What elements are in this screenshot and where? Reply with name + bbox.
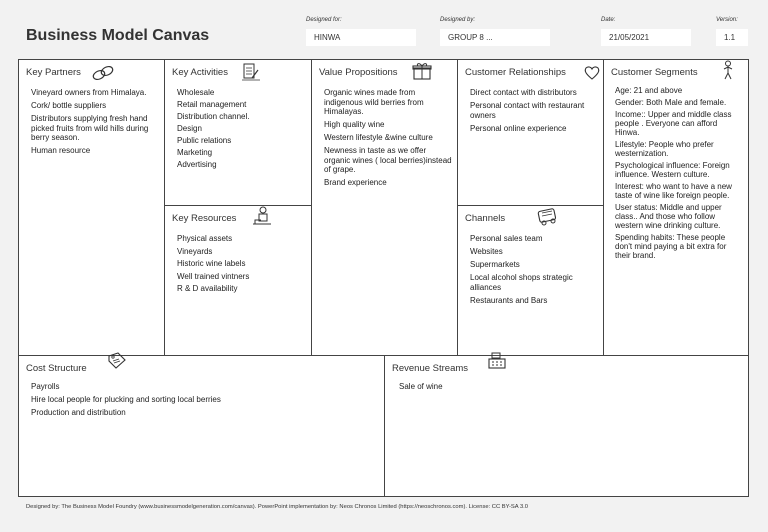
key-partners-title: Key Partners (26, 67, 81, 78)
list-item: Direct contact with distributors (470, 88, 577, 97)
cost-structure-title: Cost Structure (26, 363, 87, 374)
list-item: R & D availability (177, 284, 238, 293)
list-item: Brand experience (324, 178, 387, 187)
list-item: Vineyard owners from Himalaya. (31, 88, 147, 97)
customer-segments-block[interactable] (604, 60, 748, 356)
list-item: Western lifestyle &wine culture (324, 133, 433, 142)
list-item: Payrolls (31, 382, 60, 391)
list-item: Supermarkets (470, 260, 520, 269)
designed-by-field[interactable]: GROUP 8 ... (440, 29, 550, 46)
list-item: Distribution channel. (177, 112, 250, 121)
cost-structure-block[interactable] (19, 356, 385, 496)
designed-for-field[interactable]: HINWA (306, 29, 416, 46)
customer-segments-list (615, 86, 743, 263)
value-propositions-title: Value Propositions (319, 67, 398, 78)
key-resources-list (177, 234, 307, 297)
business-model-canvas (18, 59, 749, 497)
customer-segments-title: Customer Segments (611, 67, 698, 78)
key-activities-block[interactable] (165, 60, 312, 206)
price-tag-icon (105, 350, 129, 370)
key-resources-title: Key Resources (172, 213, 237, 224)
list-item: Income:: Upper and middle class people . Everyone can afford Hinwa. (615, 110, 732, 137)
gift-icon (410, 61, 434, 81)
factory-worker-icon (249, 206, 273, 226)
key-resources-block[interactable] (165, 206, 312, 356)
checklist-icon (239, 62, 263, 82)
designed-for-label: Designed for: (306, 17, 342, 23)
key-activities-title: Key Activities (172, 67, 228, 78)
list-item: Sale of wine (399, 382, 443, 391)
version-label: Version: (716, 17, 738, 23)
revenue-streams-title: Revenue Streams (392, 363, 469, 374)
list-item: User status: Middle and upper class.. And those who follow western wine drinking culture. (615, 203, 722, 230)
list-item: Public relations (177, 136, 232, 145)
list-item: Hire local people for plucking and sorting local berries (31, 395, 221, 404)
list-item: Restaurants and Bars (470, 295, 548, 305)
list-item: Cork/ bottle suppliers (31, 101, 107, 110)
list-item: Wholesale (177, 88, 215, 97)
list-item: Personal sales team (470, 234, 543, 243)
list-item: High quality wine (324, 120, 385, 129)
customer-relationships-list (470, 88, 600, 137)
list-item: Marketing (177, 148, 213, 157)
list-item: Physical assets (177, 234, 233, 243)
heart-icon (582, 62, 602, 82)
key-partners-list (31, 88, 159, 159)
chain-link-icon (91, 63, 115, 83)
list-item: Newness in taste as we offer organic wines ( local berries)instead of grape. (324, 146, 452, 174)
key-activities-list (177, 88, 307, 172)
list-item: Spending habits: These people don't mind paying a bit extra for their brand. (615, 233, 727, 260)
designed-by-label: Designed by: (440, 17, 476, 23)
list-item: Well trained vintners (177, 271, 250, 281)
list-item: Age: 21 and above (615, 86, 683, 95)
list-item: Gender: Both Male and female. (615, 98, 727, 107)
list-item: Design (177, 124, 202, 133)
list-item: Advertising (177, 160, 217, 169)
cash-register-icon (485, 350, 509, 370)
version-field[interactable]: 1.1 (716, 29, 748, 46)
list-item: Websites (470, 247, 503, 256)
list-item: Personal contact with restaurant owners (470, 101, 585, 120)
list-item: Historic wine labels (177, 259, 246, 268)
list-item: Production and distribution (31, 408, 126, 417)
list-item: Psychological influence: Foreign influence. Western culture. (615, 161, 730, 179)
page-title: Business Model Canvas (26, 27, 210, 44)
cost-structure-list (31, 382, 371, 421)
customer-relationships-block[interactable] (458, 60, 604, 206)
revenue-streams-block[interactable] (385, 356, 748, 496)
date-field[interactable]: 21/05/2021 (601, 29, 691, 46)
value-propositions-block[interactable] (312, 60, 458, 356)
list-item: Vineyards (177, 246, 213, 256)
channels-list (470, 234, 600, 309)
date-label: Date: (601, 17, 616, 23)
key-partners-block[interactable] (19, 60, 165, 356)
list-item: Interest: who want to have a new taste of wine like foreign people. (615, 182, 732, 200)
value-propositions-list (324, 88, 452, 191)
list-item: Organic wines made from indigenous wild berries from Himalayas. (324, 88, 424, 116)
list-item: Distributors supplying fresh hand picked fruits from wild hills during berry season. (31, 114, 149, 142)
list-item: Personal online experience (470, 123, 567, 133)
delivery-truck-icon (536, 206, 560, 226)
list-item: Retail management (177, 100, 247, 109)
customer-relationships-title: Customer Relationships (465, 67, 566, 78)
list-item: Human resource (31, 146, 91, 155)
revenue-streams-list (399, 382, 739, 395)
list-item: Lifestyle: People who prefer westernization. (615, 140, 714, 158)
person-icon (718, 60, 738, 80)
list-item: Local alcohol shops strategic alliances (470, 273, 573, 292)
channels-block[interactable] (458, 206, 604, 356)
footer-credits: Designed by: The Business Model Foundry (www.businessmodelgeneration.com/canvas). PowerPoint implementation by: Neos Chronos Limited (https://neoschronos.com). License: CC BY-SA 3.0 (26, 504, 528, 510)
channels-title: Channels (465, 213, 506, 224)
